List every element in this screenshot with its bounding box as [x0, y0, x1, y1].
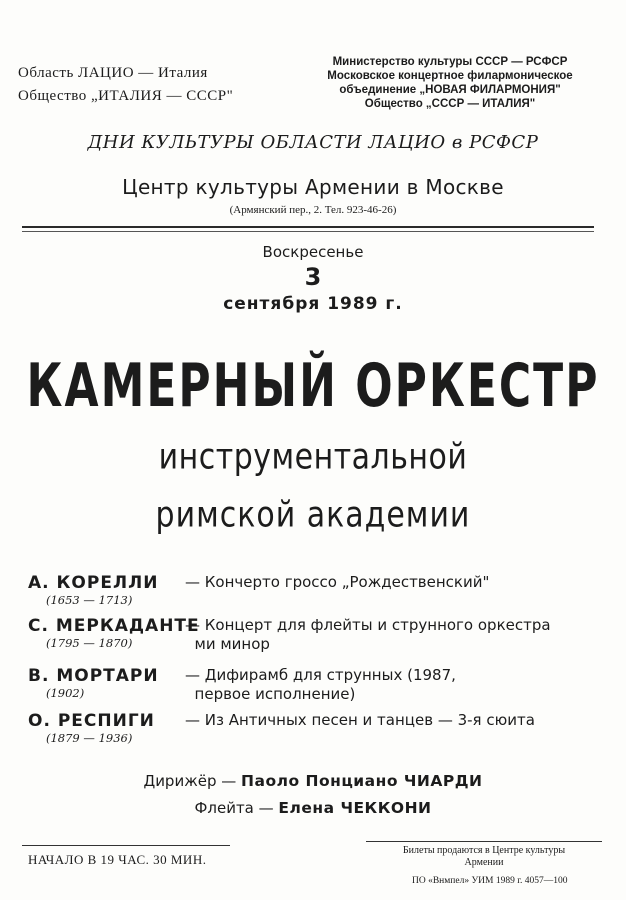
- work-line: ми минор: [185, 635, 270, 653]
- work-line: — Концерт для флейты и струнного оркестра: [185, 616, 551, 634]
- ticket-line: Армении: [464, 857, 504, 868]
- left-organizer-line: Общество „ИТАЛИЯ — СССР": [18, 88, 234, 104]
- work-line: — Кончерто гроссо „Рождественский": [185, 573, 490, 591]
- right-organizer-line: Московское концертное филармоническое: [327, 70, 573, 82]
- venue-name: Центр культуры Армении в Москве: [122, 175, 504, 199]
- right-organizer-line: Министерство культуры СССР — РСФСР: [332, 56, 568, 68]
- work-title: [185, 573, 489, 592]
- day-number: 3: [304, 263, 322, 291]
- orchestra-subtitle-2: римской академии: [155, 494, 471, 536]
- divider: [22, 226, 594, 228]
- right-organizer-line: Общество „СССР — ИТАЛИЯ": [364, 98, 536, 110]
- composer-years: (1879 — 1936): [46, 731, 133, 745]
- composer-name: С. МЕРКАДАНТЕ: [28, 616, 200, 636]
- work-line: первое исполнение): [185, 685, 356, 703]
- conductor-role: Дирижёр —: [143, 772, 242, 790]
- flute-name: Елена ЧЕККОНИ: [278, 799, 432, 817]
- divider: [22, 845, 230, 846]
- composer-years: (1653 — 1713): [46, 593, 133, 607]
- flute-role: Флейта —: [194, 799, 279, 817]
- program-item: [28, 666, 608, 703]
- program-item: [28, 616, 608, 653]
- work-title: [185, 666, 456, 704]
- orchestra-subtitle-1: инструментальной: [158, 436, 468, 478]
- divider: [366, 841, 602, 842]
- composer-name: В. МОРТАРИ: [28, 666, 159, 686]
- composer-years: (1795 — 1870): [46, 636, 133, 650]
- composer-name: А. КОРЕЛЛИ: [28, 573, 159, 593]
- venue-address: (Армянский пер., 2. Тел. 923-46-26): [229, 204, 397, 216]
- right-organizers: [300, 55, 600, 111]
- work-line: — Из Античных песен и танцев — 3-я сюита: [185, 711, 535, 729]
- composer-name: О. РЕСПИГИ: [28, 711, 155, 731]
- work-line: — Дифирамб для струнных (1987,: [185, 666, 456, 684]
- conductor-credit: [0, 772, 626, 790]
- conductor-name: Паоло Понциано ЧИАРДИ: [241, 772, 483, 790]
- left-organizer-line: Область ЛАЦИО — Италия: [18, 65, 208, 81]
- flute-credit: [0, 799, 626, 817]
- composer-years: (1902): [46, 686, 85, 700]
- program-item: [28, 711, 608, 745]
- day-name: Воскресенье: [262, 243, 364, 261]
- work-title: [185, 711, 535, 730]
- start-time: НАЧАЛО В 19 ЧАС. 30 МИН.: [28, 852, 207, 867]
- program-item: [28, 573, 608, 607]
- orchestra-title: КАМЕРНЫЙ ОРКЕСТР: [26, 352, 600, 421]
- ticket-info: [366, 845, 602, 869]
- concert-date: сентября 1989 г.: [223, 294, 403, 314]
- work-title: [185, 616, 551, 654]
- ticket-line: Билеты продаются в Центре культуры: [402, 845, 566, 856]
- left-organizers: [18, 62, 233, 108]
- festival-title: ДНИ КУЛЬТУРЫ ОБЛАСТИ ЛАЦИО в РСФСР: [87, 132, 539, 153]
- divider: [22, 231, 594, 232]
- right-organizer-line: объединение „НОВАЯ ФИЛАРМОНИЯ": [339, 84, 561, 96]
- printer-imprint: ПО «Внмпел» УИМ 1989 г. 4057—100: [412, 876, 568, 886]
